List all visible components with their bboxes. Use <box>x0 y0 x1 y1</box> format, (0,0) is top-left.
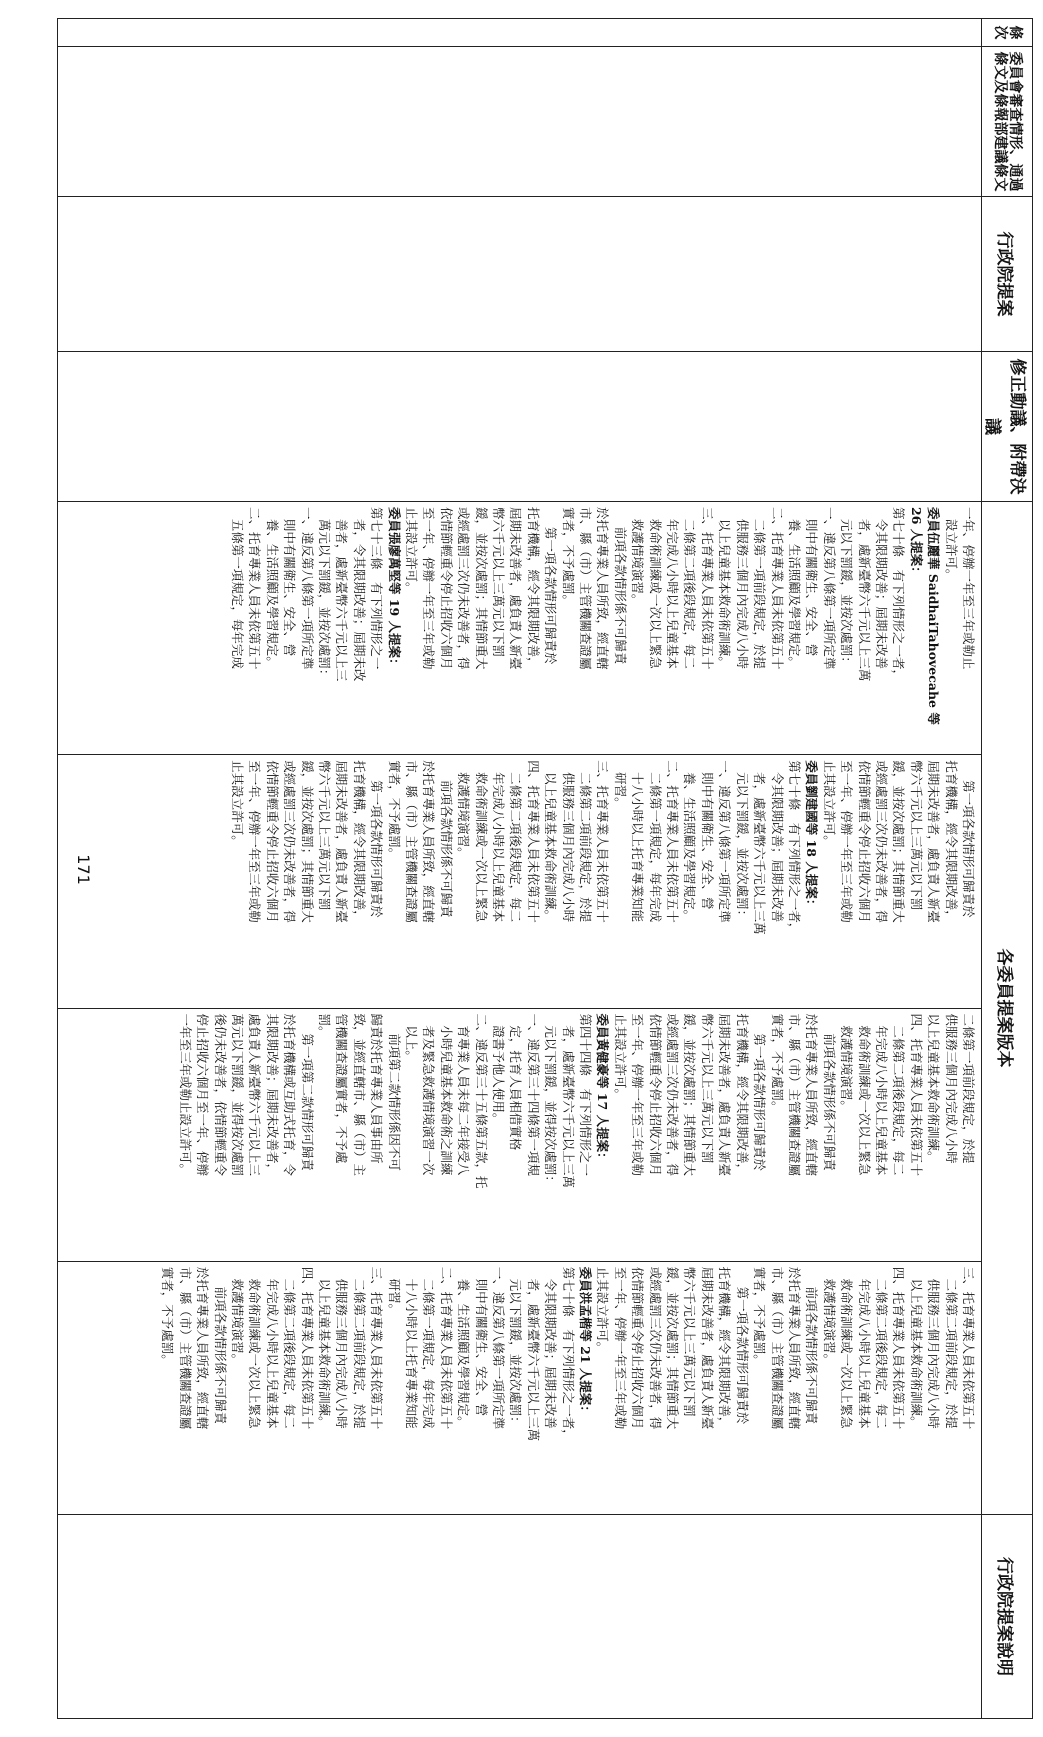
text-line: 年完成八小時以上兒童基本 <box>491 760 507 923</box>
text-line: 以上兒童基本救命術訓練。 <box>717 507 733 669</box>
text-line: 二條第一項規定，每年完成 <box>647 760 663 923</box>
text-line: 救護情境演習。 <box>630 507 646 607</box>
header-row <box>982 19 1033 1719</box>
text-line: 者，令其限期改善；屆期未改 <box>351 507 367 682</box>
proposer-heading: 委員劉建國等 18 人提案： <box>804 760 820 912</box>
text-line: 實者，不予處罰。 <box>160 1266 176 1367</box>
text-line: 止其設立許可。 <box>821 760 837 848</box>
amendment-cell <box>58 352 982 502</box>
header-amendment: 修正動議、附帶決議 <box>982 352 1033 502</box>
text-line: 實者，不予處罰。 <box>769 1013 785 1114</box>
text-line: 依情節輕重令停止招收六個月 <box>647 1013 663 1177</box>
header-review-status: 委員會審查情形、通過條文及條報部建議條文 <box>982 47 1033 197</box>
text-column <box>58 754 981 1007</box>
text-line: 三、托育專業人員未依第五十 <box>699 507 715 670</box>
committee-versions-cell <box>58 502 982 1515</box>
text-line: 以上兒童基本救命術訓練。 <box>908 1266 924 1429</box>
text-line: 幣六千元以上三萬元以下罰 <box>908 760 924 911</box>
text-line: 止其設立許可。 <box>612 1013 628 1102</box>
text-line: 育專業人員未每二年接受八 <box>456 1013 472 1176</box>
text-line: 於托育專業人員所致，經直轄 <box>421 760 437 923</box>
text-line: 實者，不予處罰。 <box>386 760 402 861</box>
text-line: 鍰，並按次處罰；其情節重大 <box>299 760 315 923</box>
text-line: 養、生活照顧及學習規定。 <box>682 760 698 923</box>
text-line: 救命術訓練或一次以上緊急 <box>647 507 663 669</box>
text-line: 以上兒童基本救命術訓練。 <box>926 1013 942 1164</box>
text-line: 至一年、停辦一年至三年或勒 <box>421 507 437 670</box>
text-column <box>58 1008 981 1261</box>
text-line: 托育機構，經令其限期改善， <box>943 760 959 923</box>
text-line: 於托育專業人員所致，經直轄 <box>595 507 611 670</box>
text-line: 或經處罰三次仍未改善者，得 <box>873 760 889 923</box>
text-line: 以上兒童基本救命術訓練。 <box>316 1266 332 1429</box>
text-line: 屆期未改善者，處負責人新臺 <box>699 1266 715 1430</box>
text-line: 則中有關衛生、安全、營 <box>804 507 820 657</box>
text-line: 止其設立許可。 <box>229 760 245 848</box>
text-line: 則中有關衛生、安全、營 <box>699 760 715 910</box>
text-line: 者，處新臺幣六千元以上三萬 <box>856 507 872 682</box>
text-line: 第七十條 有下列情形之一者， <box>786 760 802 936</box>
text-line: 二條第二項後段規定，每二 <box>682 507 698 669</box>
text-line: 實者，不予處罰。 <box>752 1266 768 1367</box>
text-line: 二條第二項後段規定，每二 <box>508 760 524 923</box>
text-line: 養、生活照顧及學習規定。 <box>456 1266 472 1429</box>
text-line: 年完成八小時以上兒童基本 <box>856 1266 872 1429</box>
text-line: 救命術訓練或一次以上緊急 <box>473 760 489 923</box>
body-row <box>58 19 982 1719</box>
text-line: 依情節輕重令停止招收六個月 <box>438 507 454 670</box>
text-line: 令其限期改善；屆期未改善 <box>873 507 889 669</box>
text-line: 前項各款情形係不可歸責 <box>612 507 628 665</box>
text-line: 元以下罰鍰，並按次處罰： <box>508 1266 524 1429</box>
header-committee-versions: 各委員提案版本 <box>982 502 1033 1515</box>
text-column <box>58 502 981 754</box>
text-line: 屆期未改善者，處負責人新臺 <box>508 507 524 670</box>
text-line: 市、縣（市）主管機關查證屬 <box>404 760 419 923</box>
text-line: 四、托育專業人員未依第五十 <box>891 1266 907 1430</box>
text-line: 年完成八小時以上兒童基本 <box>665 507 681 669</box>
text-line: 屆期未改善者，處負責人新臺 <box>717 1013 733 1177</box>
text-line: 元以下罰鍰，並按次處罰： <box>734 760 750 923</box>
proposer-heading: 委員張廖萬堅等 19 人提案： <box>386 507 402 671</box>
review-table <box>57 18 1033 1719</box>
text-line: 於托育專業人員所致，經直轄 <box>786 1266 802 1430</box>
text-line: 供服務三個月內完成八小時 <box>334 1266 350 1429</box>
header-executive-note: 行政院提案說明 <box>982 1515 1033 1719</box>
text-line: 年完成八小時以上兒童基本 <box>264 1266 280 1429</box>
text-line: 第一項各款情形可歸責於 <box>752 1013 768 1171</box>
text-line: 托育機構，經令其限期改善， <box>717 1266 733 1430</box>
text-line: 鍰，並按次處罰；其情節重大 <box>665 1266 681 1430</box>
text-line: 令其限期改善；屆期未改善 <box>543 1266 559 1429</box>
text-line: 二條第二項前段規定，於提 <box>578 760 594 923</box>
text-line: 養、生活照顧及學習規定。 <box>786 507 802 669</box>
text-line: 救護情境演習。 <box>839 1013 855 1113</box>
text-line: 前項各款情形係不可歸責 <box>821 1013 837 1171</box>
executive-bill-cell <box>58 197 982 352</box>
text-line: 二、托育專業人員未依第五十 <box>769 507 785 670</box>
text-line: 鍰，並按次處罰；其情節重大 <box>891 760 907 923</box>
text-line: 令其限期改善；屆期未改善 <box>769 760 785 923</box>
text-line: 二條第一項前段規定，於提 <box>961 1013 976 1164</box>
text-line: 托育機構，經令其限期改善， <box>734 1013 750 1177</box>
text-line: 第七十三條 有下列情形之一 <box>369 507 385 670</box>
text-line: 救命術訓練或一次以上緊急 <box>856 1013 872 1176</box>
text-line: 二、托育專業人員未依第五十 <box>665 760 681 923</box>
text-line: 於托育專業人員所致，經直轄 <box>195 1266 211 1430</box>
text-line: 十八小時以上托育專業知能 <box>630 760 646 923</box>
text-line: 第一項各款情形可歸責於 <box>369 760 385 918</box>
text-line: 供服務三個月內完成八小時 <box>926 1266 942 1429</box>
text-line: 第一項各款情形可歸責於 <box>543 507 559 665</box>
text-line: 二、托育專業人員未依第五十 <box>247 507 263 670</box>
text-line: 實者，不予處罰。 <box>560 507 576 608</box>
text-line: 十八小時以上托育專業知能 <box>404 1266 419 1429</box>
text-line: 致，並經直轄市、縣（市）主 <box>351 1013 367 1177</box>
text-line: 三、托育專業人員未依第五十 <box>369 1266 385 1430</box>
executive-note-cell <box>58 1515 982 1719</box>
text-line: 市、縣（市）主管機關查證屬 <box>769 1266 785 1430</box>
text-line: 前項第二款情形係因不可 <box>386 1013 402 1171</box>
text-line: 研習。 <box>612 760 628 810</box>
text-line: 萬元以下罰鍰，並得按次處罰 <box>229 1013 245 1177</box>
header-article: 條次 <box>982 19 1033 47</box>
text-line: 一、違反第三十四條第一項規 <box>525 1013 541 1177</box>
text-line: 市、縣（市）主管機關查證屬 <box>578 507 594 670</box>
proposer-heading: 委員伍麗華 SaidhaiTahovecahe 等 <box>926 507 942 725</box>
text-line: 屆期未改善者，處負責人新臺 <box>334 760 350 923</box>
text-line: 小時兒童基本救命術之訓練 <box>438 1013 454 1176</box>
text-line: 第七十條 有下列情形之一者， <box>560 1266 576 1442</box>
text-line: 者，處新臺幣六千元以上三萬 <box>752 760 768 935</box>
text-line: 罰。 <box>316 1013 332 1039</box>
text-line: 善者，處新臺幣六千元以上三 <box>334 507 350 682</box>
text-line: 市、縣（市）主管機關查證屬 <box>786 1013 802 1177</box>
text-line: 第四十四條 有下列情形之一 <box>578 1013 594 1177</box>
text-line: 或經處罰三次仍未改善者，得 <box>665 1013 681 1177</box>
text-line: 止其設立許可。 <box>404 507 419 595</box>
text-line: 二條第二項後段規定，每二 <box>282 1266 298 1429</box>
review-status-cell <box>58 47 982 197</box>
text-line: 二條第一項規定，每年完成 <box>421 1266 437 1429</box>
page-number: 171 <box>74 854 93 885</box>
text-line: 處負責人新臺幣六千元以上三 <box>247 1013 263 1177</box>
text-line: 四、托育專業人員未依第五十 <box>299 1266 315 1430</box>
header-executive-bill: 行政院提案 <box>982 197 1033 352</box>
text-line: 一、違反第八條第一項所定準 <box>821 507 837 670</box>
text-line: 依情節輕重令停止招收六個月 <box>856 760 872 923</box>
text-line: 一年、停辦一年至三年或勒止 <box>961 507 976 670</box>
text-line: 幣六千元以上三萬元以下罰 <box>699 1013 715 1164</box>
text-line: 者，處新臺幣六千元以上三萬 <box>525 1266 541 1442</box>
text-line: 依情節輕重令停止招收六個月 <box>630 1266 646 1430</box>
text-line: 市、縣（市）主管機關查證屬 <box>177 1266 193 1430</box>
article-cell <box>58 19 982 47</box>
text-line: 三、托育專業人員未依第五十 <box>595 760 611 923</box>
text-line: 救護情境演習。 <box>456 760 472 860</box>
text-line: 二條第二項後段規定，每二 <box>873 1266 889 1429</box>
text-line: 管機關查證屬實者，不予處 <box>334 1013 350 1164</box>
text-line: 者，處新臺幣六千元以上三萬 <box>560 1013 576 1188</box>
text-line: 者及緊急救護情境演習一次 <box>421 1013 437 1176</box>
text-line: 定，托育人員相借實格 <box>508 1013 524 1151</box>
proposer-heading: 委員黃健豪等 17 人提案： <box>595 1013 611 1165</box>
text-line: 至一年、停辦一年至三年或勒 <box>630 1013 646 1177</box>
text-line: 三、托育專業人員未依第五十 <box>961 1266 976 1430</box>
text-line: 至一年、停辦一年至三年或勒 <box>612 1266 628 1430</box>
text-line: 其限期改善；屆期未改善者， <box>264 1013 280 1177</box>
text-line: 止其設立許可。 <box>595 1266 611 1355</box>
text-line: 救命術訓練或一次以上緊急 <box>839 1266 855 1429</box>
text-line: 二條第二項前段規定，於提 <box>943 1266 959 1429</box>
text-line: 至一年、停辦一年至三年或勒 <box>839 760 855 923</box>
text-line: 屆期未改善者，處負責人新臺 <box>926 760 942 923</box>
text-line: 第七十條 有下列情形之一者， <box>891 507 907 683</box>
text-line: 一、違反第八條第一項所定準 <box>717 760 733 923</box>
text-line: 則中有關衛生、安全、營 <box>282 507 298 657</box>
text-line: 至一年、停辦一年至三年或勒 <box>247 760 263 923</box>
text-line: 歸責於托育專業人員事由所 <box>369 1013 385 1164</box>
text-line: 托育機構，經令其限期改善， <box>525 507 541 670</box>
text-line: 則中有關衛生、安全、營 <box>473 1266 489 1417</box>
text-line: 鍰，並按次處罰；其情節重大 <box>473 507 489 670</box>
text-line: 一年至三年或勒止設立許可。 <box>177 1013 193 1177</box>
text-line: 設立許可。 <box>943 507 959 582</box>
text-line: 二條第一項前段規定，於提 <box>752 507 768 669</box>
text-line: 救護情境演習。 <box>229 1266 245 1367</box>
text-line: 二條第二項前段規定，於提 <box>351 1266 367 1429</box>
text-line: 於托育機構或互助式托育，令 <box>282 1013 298 1177</box>
text-line: 五條第一項規定，每年完成 <box>229 507 245 669</box>
text-line: 二條第二項後段規定，每二 <box>891 1013 907 1176</box>
text-line: 供服務三個月內完成八小時 <box>560 760 576 923</box>
text-line: 第一項各款情形可歸責於 <box>961 760 976 918</box>
text-line: 前項各款情形係不可歸責 <box>212 1266 228 1425</box>
text-line: 一、違反第八條第一項所定準 <box>491 1266 507 1430</box>
text-line: 幣六千元以上三萬元以下罰 <box>491 507 507 658</box>
text-line: 或經處罰三次仍未改善者，得 <box>282 760 298 923</box>
text-line: 第一項第二款情形可歸責 <box>299 1013 315 1171</box>
text-line: 幣六千元以上三萬元以下罰 <box>316 760 332 911</box>
text-line: 四、托育專業人員未依第五十 <box>525 760 541 923</box>
text-line: 依情節輕重令停止招收六個月 <box>264 760 280 923</box>
text-line: 供服務三個月內完成八小時 <box>943 1013 959 1164</box>
text-line: 停止招收六個月至一年、停辦 <box>195 1013 211 1177</box>
text-line: 二、違反第三十五條第五款，托 <box>473 1013 489 1189</box>
text-line: 以上兒童基本救命術訓練。 <box>543 760 559 923</box>
text-line: 養、生活照顧及學習規定。 <box>264 507 280 669</box>
text-line: 證書予他人使用。 <box>491 1013 507 1126</box>
text-line: 元以下罰鍰，並按次處罰： <box>839 507 855 669</box>
text-line: 二、托育專業人員未依第五十 <box>438 1266 454 1430</box>
text-line: 供服務三個月內完成八小時 <box>734 507 750 669</box>
text-line: 救護情境演習。 <box>821 1266 837 1367</box>
text-line: 第一項各款情形可歸責於 <box>734 1266 750 1425</box>
proposer-heading: 26 人提案： <box>908 507 924 579</box>
text-line: 萬元以下罰鍰，並按次處罰： <box>316 507 332 682</box>
text-column <box>58 1261 981 1514</box>
text-line: 前項各款情形係不可歸責 <box>438 760 454 918</box>
text-line: 鍰，並按次處罰；其情節重大 <box>682 1013 698 1177</box>
text-line: 元以下罰鍰，並得按次處罰： <box>543 1013 559 1188</box>
text-line: 托育機構，經令其限期改善， <box>351 760 367 923</box>
text-line: 年完成八小時以上兒童基本 <box>873 1013 889 1176</box>
text-line: 一、違反第八條第一項所定準 <box>299 507 315 670</box>
text-line: 或經處罰三次仍未改善者，得 <box>456 507 472 670</box>
text-line: 後仍未改善者，依情節輕重令 <box>212 1013 228 1177</box>
text-line: 前項各款情形係不可歸責 <box>804 1266 820 1425</box>
committee-text-columns <box>58 502 981 1514</box>
text-line: 或經處罰三次仍未改善者，得 <box>647 1266 663 1430</box>
text-line: 研習。 <box>386 1266 402 1317</box>
proposer-heading: 委員洪孟楷等 21 人提案： <box>578 1266 594 1418</box>
text-line: 於托育專業人員所致，經直轄 <box>804 1013 820 1177</box>
text-line: 幣六千元以上三萬元以下罰 <box>682 1266 698 1417</box>
text-line: 四、托育專業人員未依第五十 <box>908 1013 924 1177</box>
text-line: 以上。 <box>404 1013 419 1063</box>
text-line: 救命術訓練或一次以上緊急 <box>247 1266 263 1429</box>
